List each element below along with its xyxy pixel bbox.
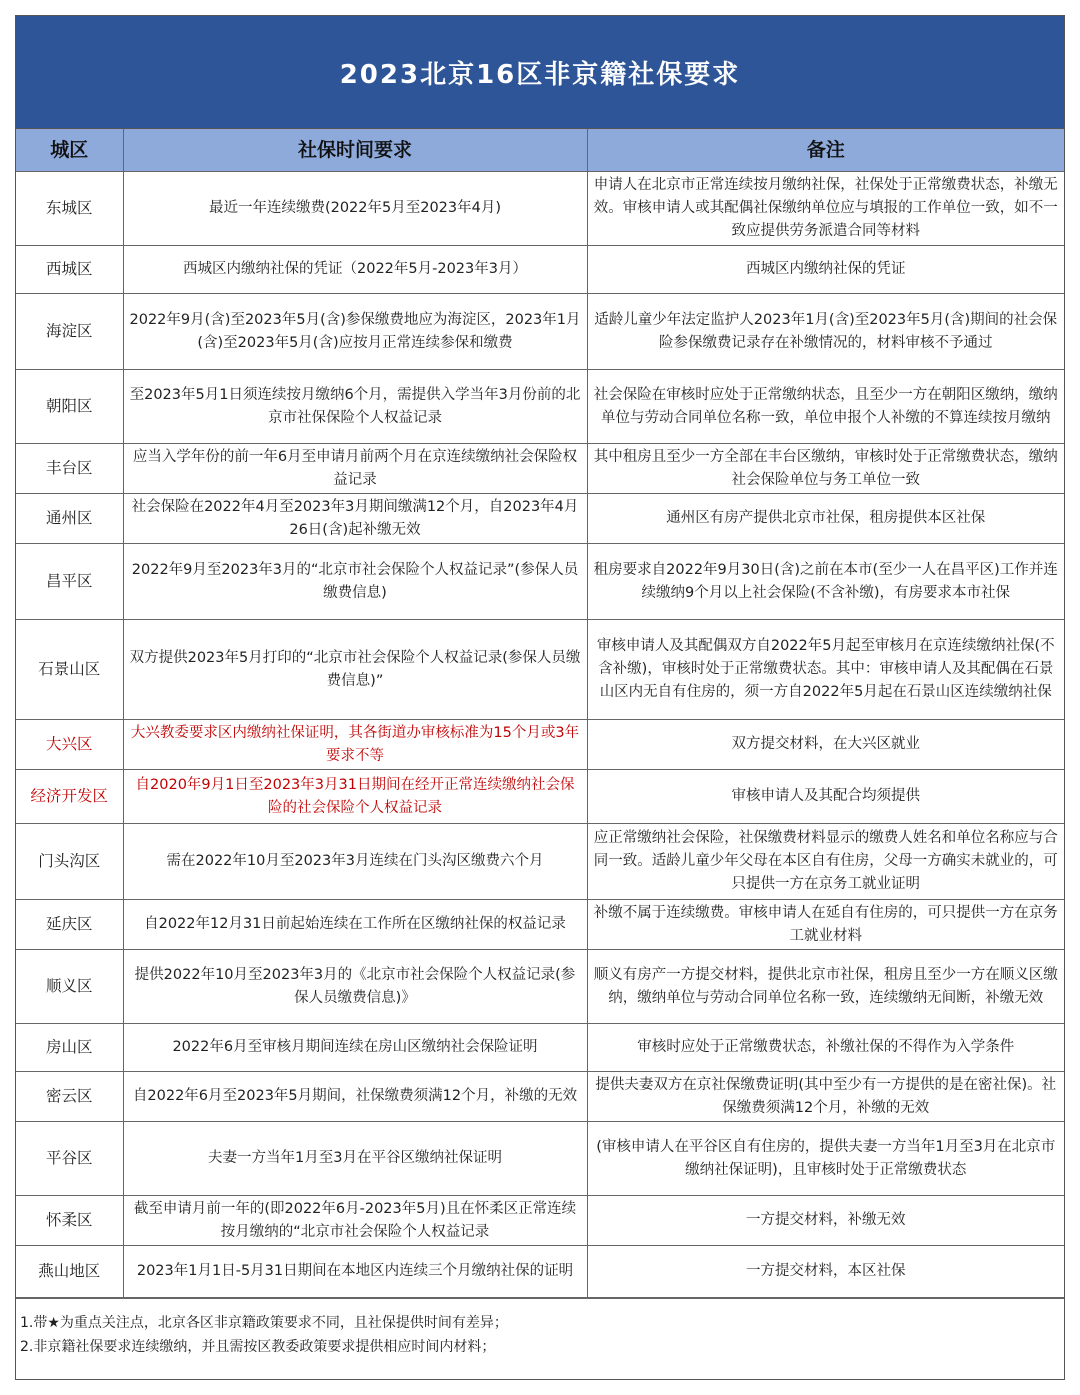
district-cell: 东城区: [16, 172, 123, 246]
requirement-cell: 自2022年12月31日前起始连续在工作所在区缴纳社保的权益记录: [123, 900, 587, 950]
district-cell: 通州区: [16, 494, 123, 544]
remark-cell: 审核时应处于正常缴费状态，补缴社保的不得作为入学条件: [587, 1024, 1064, 1072]
requirement-cell: 双方提供2023年5月打印的“北京市社会保险个人权益记录(参保人员缴费信息)”: [123, 620, 587, 720]
remark-cell: 应正常缴纳社会保险，社保缴费材料显示的缴费人姓名和单位名称应与合同一致。适龄儿童少年父母在本区自有住房，父母一方确实未就业的，可只提供一方在京务工就业证明: [587, 824, 1064, 900]
requirement-cell: 自2020年9月1日至2023年3月31日期间在经开正常连续缴纳社会保险的社会保险个人权益记录: [123, 770, 587, 824]
remark-cell: 顺义有房产一方提交材料，提供北京市社保，租房且至少一方在顺义区缴纳，缴纳单位与劳动合同单位名称一致，连续缴纳无间断，补缴无效: [587, 950, 1064, 1024]
district-cell: 朝阳区: [16, 370, 123, 444]
table-row: [16, 544, 1064, 620]
header-requirement: 社保时间要求: [123, 129, 587, 172]
requirement-cell: 截至申请月前一年的(即2022年6月-2023年5月)且在怀柔区正常连续按月缴纳的“北京市社会保险个人权益记录: [123, 1196, 587, 1246]
district-cell: 石景山区: [16, 620, 123, 720]
district-cell: 大兴区: [16, 720, 123, 770]
requirement-cell: 2022年9月至2023年3月的“北京市社会保险个人权益记录”(参保人员缴费信息): [123, 544, 587, 620]
district-cell: 延庆区: [16, 900, 123, 950]
requirement-cell: 西城区内缴纳社保的凭证（2022年5月-2023年3月）: [123, 246, 587, 294]
remark-cell: 补缴不属于连续缴费。审核申请人在延自有住房的，可只提供一方在京务工就业材料: [587, 900, 1064, 950]
requirement-cell: 2022年6月至审核月期间连续在房山区缴纳社会保险证明: [123, 1024, 587, 1072]
footnote-2: 2.非京籍社保要求连续缴纳，并且需按区教委政策要求提供相应时间内材料；: [20, 1339, 496, 1355]
remark-cell: 一方提交材料，补缴无效: [587, 1196, 1064, 1246]
table-row: [16, 1122, 1064, 1196]
district-cell: 经济开发区: [16, 770, 123, 824]
district-cell: 丰台区: [16, 444, 123, 494]
district-cell: 房山区: [16, 1024, 123, 1072]
remark-cell: (审核申请人在平谷区自有住房的，提供夫妻一方当年1月至3月在北京市缴纳社保证明)，且审核时处于正常缴费状态: [587, 1122, 1064, 1196]
table-header-row: [16, 129, 1064, 172]
table-row: [16, 1072, 1064, 1122]
remark-cell: 租房要求自2022年9月30日(含)之前在本市(至少一人在昌平区)工作并连续缴纳9个月以上社会保险(不含补缴)，有房要求本市社保: [587, 544, 1064, 620]
district-cell: 门头沟区: [16, 824, 123, 900]
table-row: [16, 172, 1064, 246]
policy-table: [16, 129, 1064, 1298]
requirement-cell: 至2023年5月1日须连续按月缴纳6个月，需提供入学当年3月份前的北京市社保保险个人权益记录: [123, 370, 587, 444]
requirement-cell: 需在2022年10月至2023年3月连续在门头沟区缴费六个月: [123, 824, 587, 900]
requirement-cell: 最近一年连续缴费(2022年5月至2023年4月): [123, 172, 587, 246]
district-cell: 顺义区: [16, 950, 123, 1024]
remark-cell: 双方提交材料，在大兴区就业: [587, 720, 1064, 770]
requirement-cell: 2023年1月1日-5月31日期间在本地区内连续三个月缴纳社保的证明: [123, 1246, 587, 1298]
requirement-cell: 2022年9月(含)至2023年5月(含)参保缴费地应为海淀区，2023年1月(含)至2023年5月(含)应按月正常连续参保和缴费: [123, 294, 587, 370]
table-row: [16, 494, 1064, 544]
district-cell: 海淀区: [16, 294, 123, 370]
remark-cell: 通州区有房产提供北京市社保，租房提供本区社保: [587, 494, 1064, 544]
table-row: [16, 294, 1064, 370]
footnotes: [16, 1298, 1064, 1359]
table-row: [16, 900, 1064, 950]
requirement-cell: 夫妻一方当年1月至3月在平谷区缴纳社保证明: [123, 1122, 587, 1196]
remark-cell: 审核申请人及其配偶双方自2022年5月起至审核月在京连续缴纳社保(不含补缴)，审核时处于正常缴费状态。其中：审核申请人及其配偶在石景山区内无自有住房的，须一方自2022年5月起在石景山区连续缴纳社保: [587, 620, 1064, 720]
district-cell: 燕山地区: [16, 1246, 123, 1298]
table-row: [16, 444, 1064, 494]
table-row: [16, 370, 1064, 444]
table-row: [16, 620, 1064, 720]
header-remark: 备注: [587, 129, 1064, 172]
table-row: [16, 770, 1064, 824]
remark-cell: 适龄儿童少年法定监护人2023年1月(含)至2023年5月(含)期间的社会保险参保缴费记录存在补缴情况的，材料审核不予通过: [587, 294, 1064, 370]
requirement-cell: 自2022年6月至2023年5月期间，社保缴费须满12个月，补缴的无效: [123, 1072, 587, 1122]
remark-cell: 西城区内缴纳社保的凭证: [587, 246, 1064, 294]
district-cell: 怀柔区: [16, 1196, 123, 1246]
table-row: [16, 720, 1064, 770]
district-cell: 密云区: [16, 1072, 123, 1122]
remark-cell: 社会保险在审核时应处于正常缴纳状态，且至少一方在朝阳区缴纳，缴纳单位与劳动合同单位名称一致，单位申报个人补缴的不算连续按月缴纳: [587, 370, 1064, 444]
requirement-cell: 应当入学年份的前一年6月至申请月前两个月在京连续缴纳社会保险权益记录: [123, 444, 587, 494]
header-district: 城区: [16, 129, 123, 172]
district-cell: 平谷区: [16, 1122, 123, 1196]
table-row: [16, 824, 1064, 900]
district-cell: 西城区: [16, 246, 123, 294]
requirement-cell: 提供2022年10月至2023年3月的《北京市社会保险个人权益记录(参保人员缴费信息)》: [123, 950, 587, 1024]
requirement-cell: 大兴教委要求区内缴纳社保证明，其各街道办审核标准为15个月或3年要求不等: [123, 720, 587, 770]
remark-cell: 提供夫妻双方在京社保缴费证明(其中至少有一方提供的是在密社保)。社保缴费须满12个月，补缴的无效: [587, 1072, 1064, 1122]
remark-cell: 审核申请人及其配合均须提供: [587, 770, 1064, 824]
requirement-cell: 社会保险在2022年4月至2023年3月期间缴满12个月，自2023年4月26日(含)起补缴无效: [123, 494, 587, 544]
table-row: [16, 1196, 1064, 1246]
district-cell: 昌平区: [16, 544, 123, 620]
table-row: [16, 1246, 1064, 1298]
remark-cell: 一方提交材料，本区社保: [587, 1246, 1064, 1298]
table-row: [16, 950, 1064, 1024]
table-row: [16, 246, 1064, 294]
remark-cell: 申请人在北京市正常连续按月缴纳社保，社保处于正常缴费状态，补缴无效。审核申请人或其配偶社保缴纳单位应与填报的工作单位一致，如不一致应提供劳务派遣合同等材料: [587, 172, 1064, 246]
remark-cell: 其中租房且至少一方全部在丰台区缴纳，审核时处于正常缴费状态，缴纳社会保险单位与务工单位一致: [587, 444, 1064, 494]
footnote-1: 1.带★为重点关注点，北京各区非京籍政策要求不同，且社保提供时间有差异；: [20, 1315, 508, 1331]
sheet-title: 2023北京16区非京籍社保要求: [16, 16, 1064, 129]
table-row: [16, 1024, 1064, 1072]
policy-sheet: [15, 15, 1065, 1380]
